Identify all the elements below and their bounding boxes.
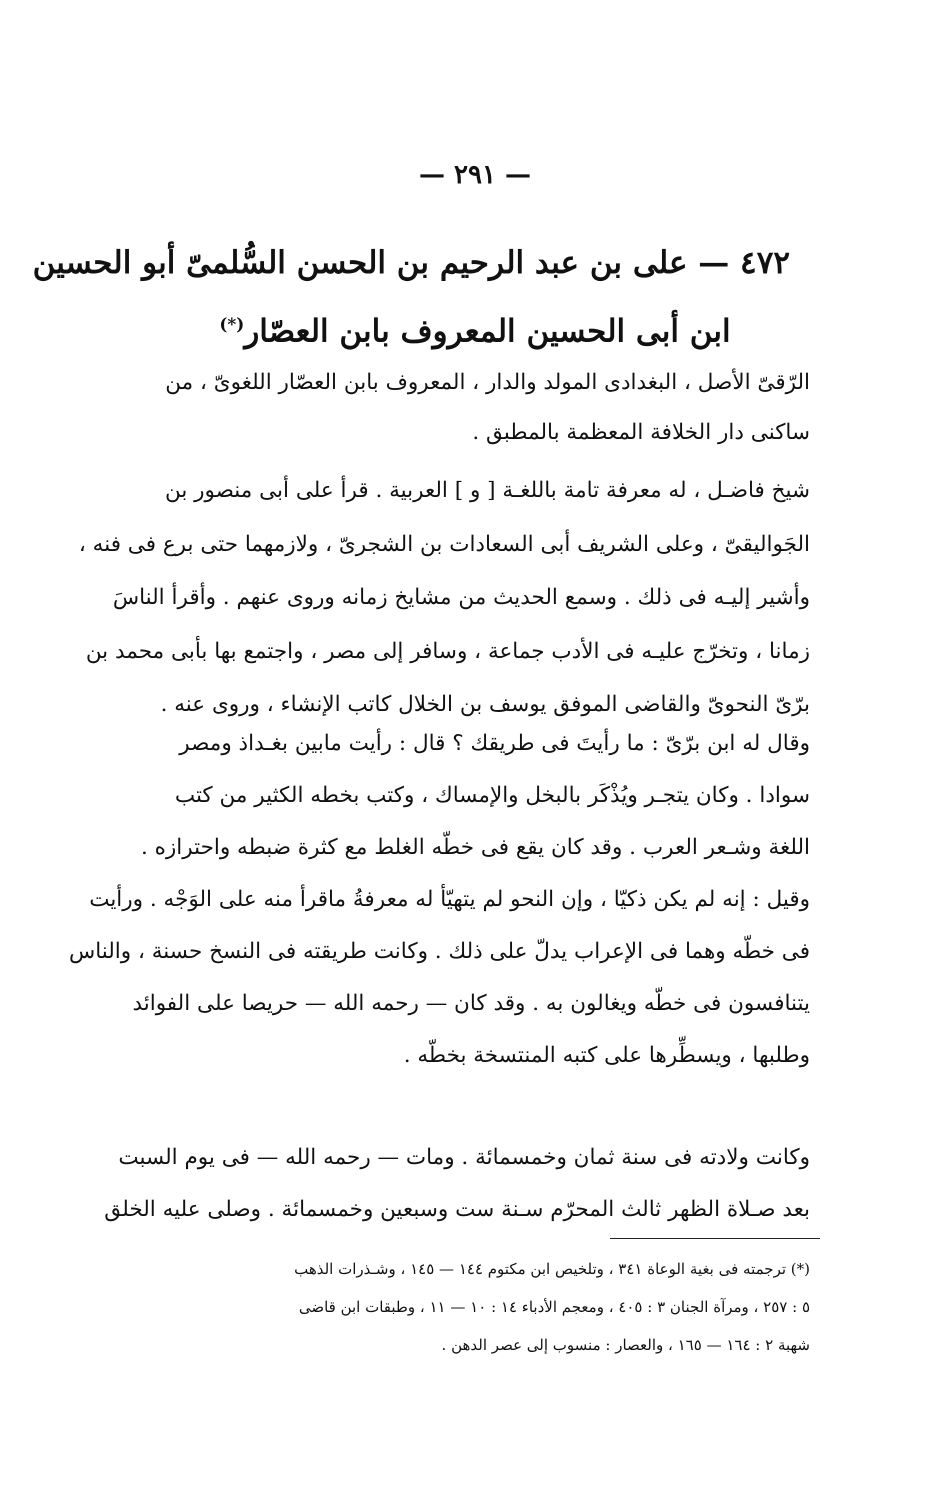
entry-title-line-2 — [160, 294, 790, 362]
paragraph-3 — [68, 718, 810, 1082]
footnote-divider — [610, 1238, 820, 1239]
paragraph-line: وأشير إليـه فى ذلك . وسمع الحديث من مشايخ زمانه وروى عنهم . وأقرأ الناسَ — [112, 585, 810, 610]
paragraph-1 — [158, 358, 810, 458]
entry-title-line-2-text: ابن أبى الحسين المعروف بابن العصّار — [244, 313, 731, 350]
footnotes — [160, 1250, 810, 1364]
paragraph-line: الجَواليقىّ ، وعلى الشريف أبى السعادات بن الشجرىّ ، ولازمهما حتى برع فى فنه ، — [78, 531, 810, 557]
page-number: — ٢٩١ — — [418, 160, 532, 190]
paragraph-line: وطلبها ، ويسطِّرها على كتبه المنتسخة بخطّه . — [403, 1043, 810, 1068]
paragraph-line: وكانت ولادته فى سنة ثمان وخمسمائة . ومات — رحمه الله — فى يوم السبت — [118, 1145, 810, 1170]
paragraph-line: وقيل : إنه لم يكن ذكيّا ، وإن النحو لم يتهيّأ له معرفةُ ماقرأ منه على الوَجْه . ورأيت — [89, 887, 810, 912]
paragraph-4 — [104, 1132, 810, 1236]
footnote-line: شهبة ٢ : ١٦٤ — ١٦٥ ، والعصار : منسوب إلى عصر الدهن . — [441, 1336, 810, 1354]
paragraph-line: فى خطّه وهما فى الإعراب يدلّ على ذلك . وكانت طريقته فى النسخ حسنة ، والناس — [68, 939, 810, 964]
paragraph-line: ساكنى دار الخلافة المعظمة بالمطبق . — [472, 420, 810, 445]
paragraph-2 — [78, 464, 810, 732]
paragraph-line: زمانا ، وتخرّج عليـه فى الأدب جماعة ، وسافر إلى مصر ، واجتمع بها بأبى محمد بن — [85, 638, 810, 664]
paragraph-line: بعد صـلاة الظهر ثالث المحرّم سـنة ست وسبعين وخمسمائة . وصلى عليه الخلق — [104, 1197, 810, 1222]
paragraph-line: اللغة وشـعر العرب . وقد كان يقع فى خطّه الغلط مع كثرة ضبطه واحترازه . — [140, 835, 810, 860]
paragraph-line: يتنافسون فى خطّه ويغالون به . وقد كان — رحمه الله — حريصا على الفوائد — [132, 991, 810, 1016]
paragraph-line: سوادا . وكان يتجـر ويُذْكَر بالبخل والإمساك ، وكتب بخطه الكثير من كتب — [174, 783, 810, 808]
entry-title-line-1: ٤٧٢ — على بن عبد الرحيم بن الحسن السُّلمىّ أبو الحسين — [32, 245, 790, 281]
paragraph-line: برّىّ النحوىّ والقاضى الموفق يوسف بن الخلال كاتب الإنشاء ، وروى عنه . — [160, 692, 810, 717]
paragraph-line: الرّقىّ الأصل ، البغدادى المولد والدار ، المعروف بابن العصّار اللغوىّ ، من — [165, 370, 810, 395]
footnote-line: (*) ترجمته فى بغية الوعاة ٣٤١ ، وتلخيص ابن مكتوم ١٤٤ — ١٤٥ ، وشـذرات الذهب — [294, 1260, 810, 1278]
paragraph-line: شيخ فاضـل ، له معرفة تامة باللغـة [ و ] العربية . قرأ على أبى منصور بن — [164, 478, 810, 503]
footnote-marker: (*) — [219, 315, 245, 335]
paragraph-line: وقال له ابن برّىّ : ما رأيتَ فى طريقك ؟ قال : رأيت مابين بغـداذ ومصر — [179, 731, 810, 756]
entry-title — [32, 232, 790, 362]
footnote-line: ٥ : ٢٥٧ ، ومرآة الجنان ٣ : ٤٠٥ ، ومعجم الأدباء ١٤ : ١٠ — ١١ ، وطبقات ابن قاضى — [298, 1298, 810, 1316]
